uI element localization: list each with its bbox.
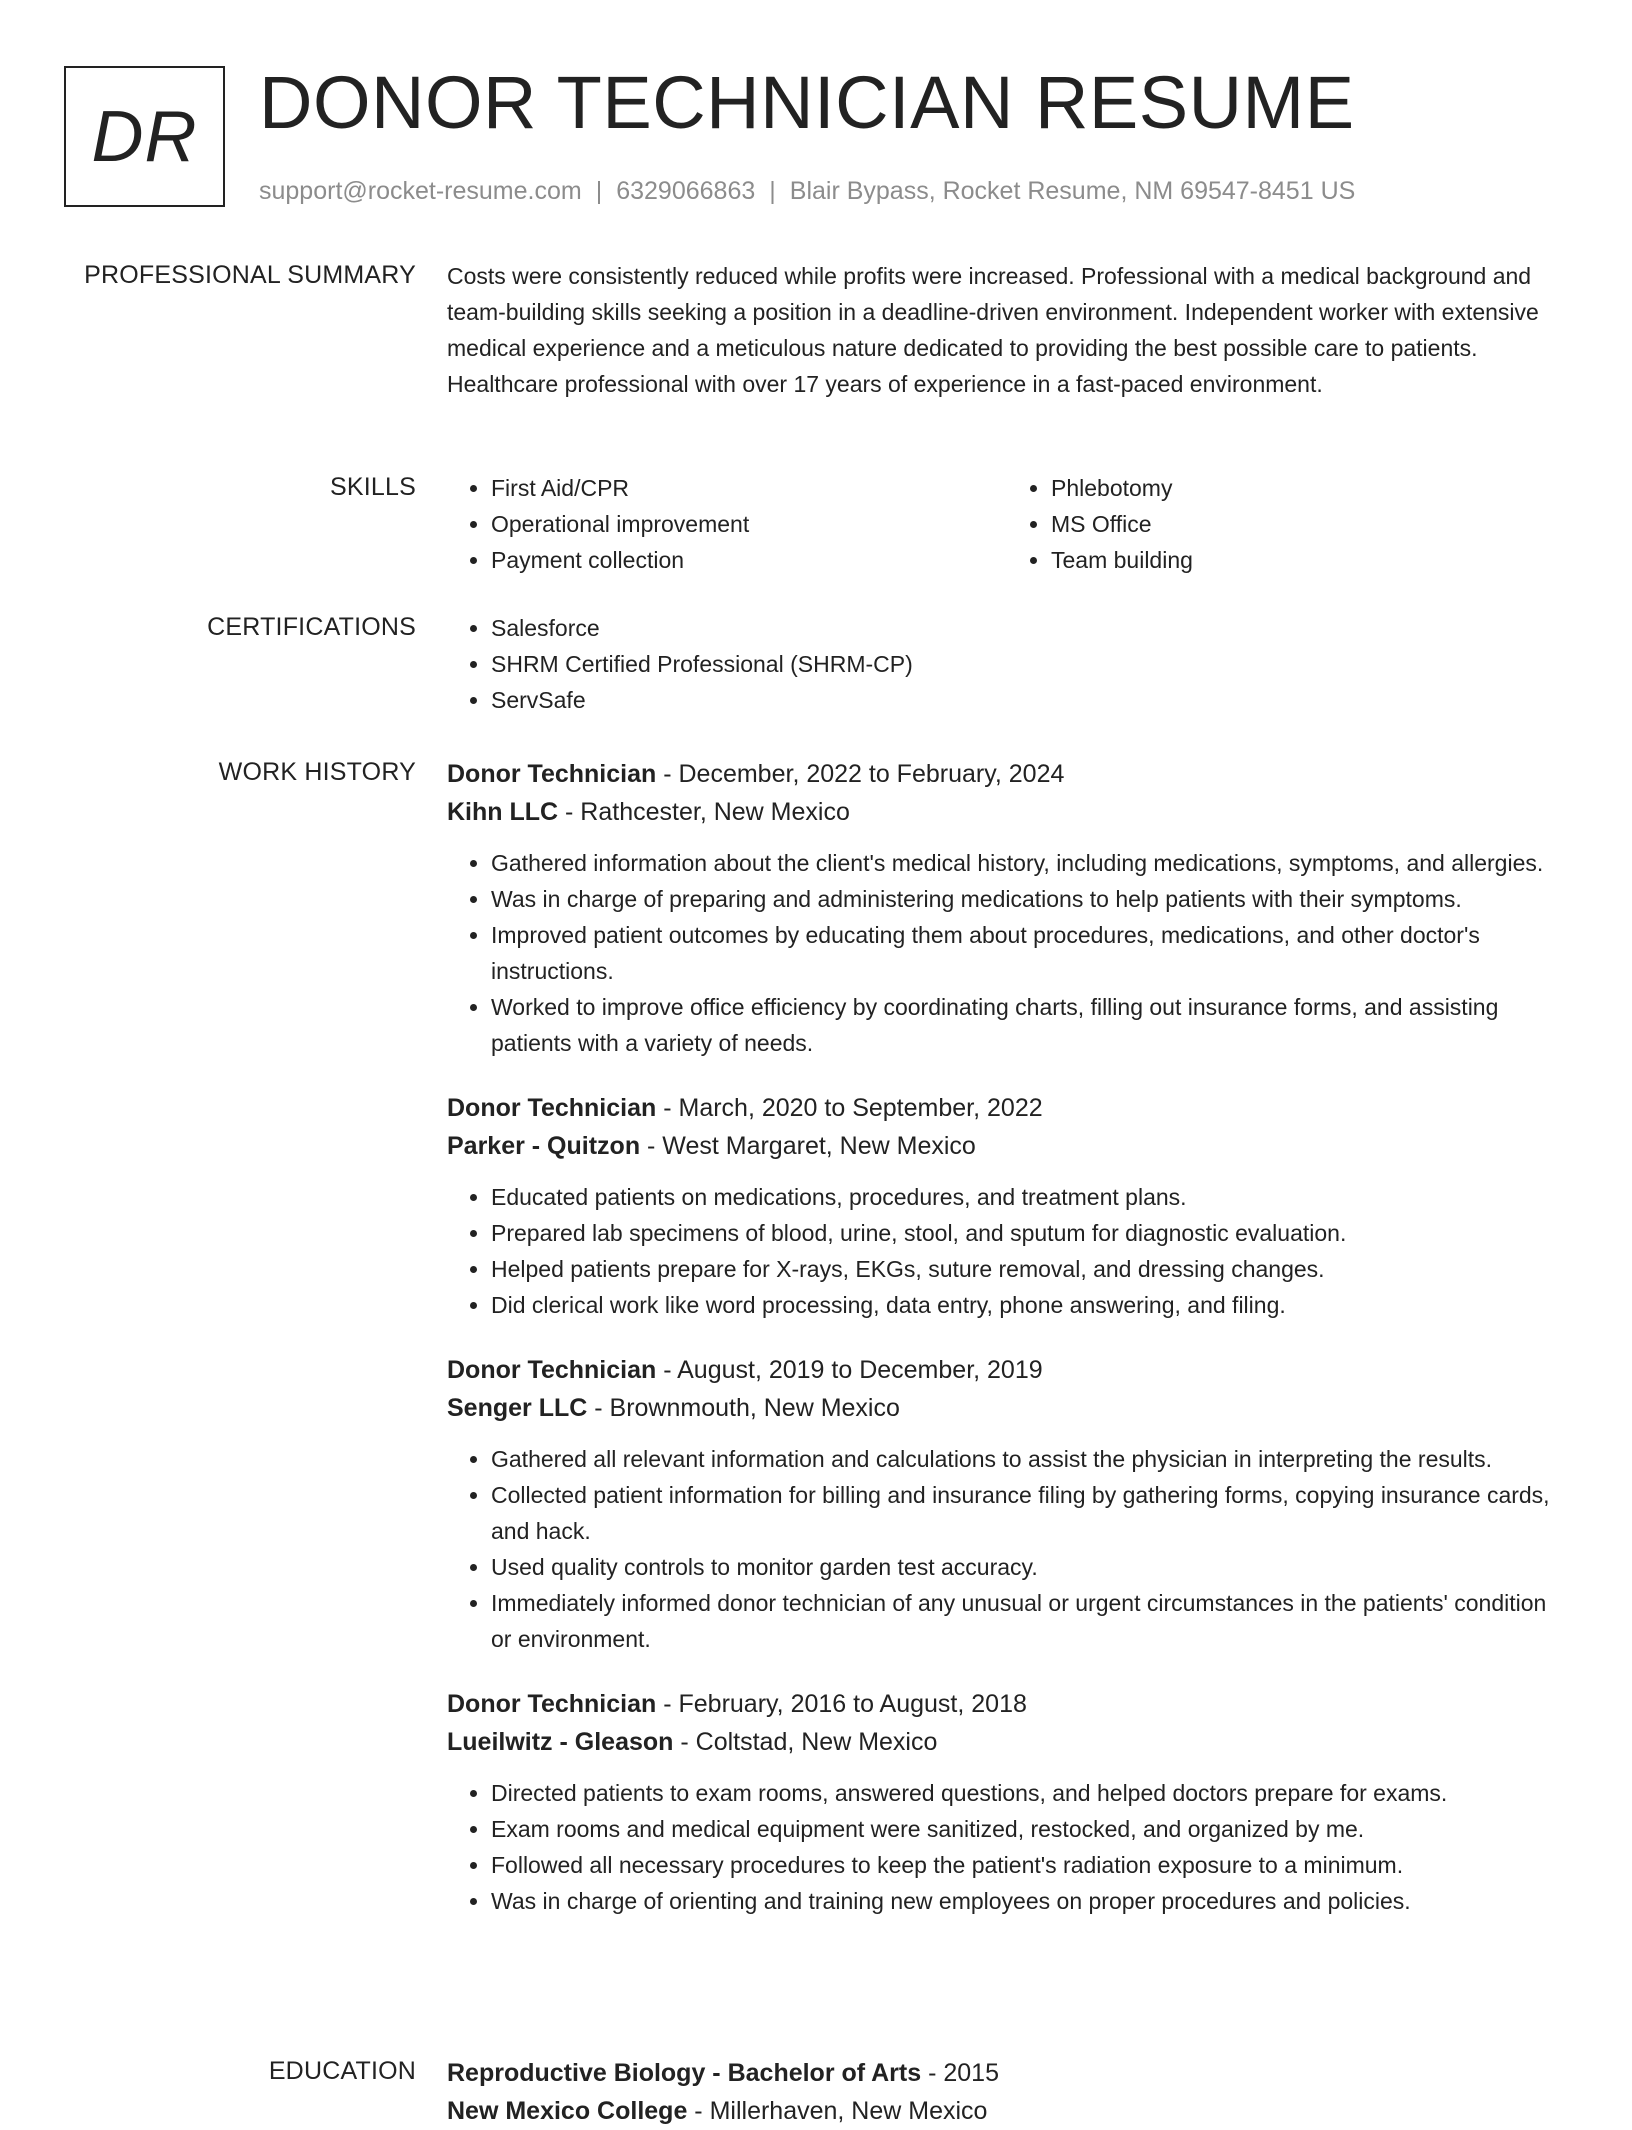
job-bullet: • Improved patient outcomes by educating them about procedures, medications, and other doctor's instructions. [491, 917, 1567, 989]
job-location: - Brownmouth, New Mexico [587, 1394, 900, 1422]
education-label: EDUCATION [268, 2057, 416, 2085]
skill-item: • Operational improvement [491, 506, 1007, 542]
job-title: Donor Technician [447, 1356, 657, 1384]
job-location: - Coltstad, New Mexico [673, 1728, 938, 1756]
job-bullet: • Directed patients to exam rooms, answered questions, and helped doctors prepare for exams. [491, 1775, 1567, 1811]
job-bullet: • Was in charge of preparing and administering medications to help patients with their symptoms. [491, 881, 1567, 917]
certification-item: • Salesforce [491, 610, 1567, 646]
job-entry [447, 1089, 1567, 1323]
summary-text: Costs were consistently reduced while profits were increased. Professional with a medical background and team-building skills seeking a position in a deadline-driven environment. Independent worker with extensive medical experience and a meticulous nature dedicated to providing the best possible care to patients. Healthcare professional with over 17 years of experience in a fast-paced environment. [447, 263, 1539, 397]
job-title-line [447, 755, 1567, 793]
education-body [447, 2054, 1567, 2130]
education-location: - Millerhaven, New Mexico [687, 2097, 988, 2125]
contact-email[interactable]: support@rocket-resume.com [259, 177, 582, 205]
job-company: Lueilwitz - Gleason [447, 1728, 674, 1756]
job-bullet: • Worked to improve office efficiency by coordinating charts, filling out insurance forms, and assisting patients with a variety of needs. [491, 989, 1567, 1061]
education-school-line [447, 2092, 1567, 2130]
job-entry [447, 1685, 1567, 1919]
skill-item: • Payment collection [491, 542, 1007, 578]
job-title: Donor Technician [447, 1094, 657, 1122]
job-entry [447, 1351, 1567, 1657]
certification-item: • SHRM Certified Professional (SHRM-CP) [491, 646, 1567, 682]
skills-body [447, 470, 1567, 578]
job-company-line [447, 1389, 1567, 1427]
job-title-line [447, 1351, 1567, 1389]
job-bullet: • Followed all necessary procedures to keep the patient's radiation exposure to a minimum. [491, 1847, 1567, 1883]
job-bullet: • Exam rooms and medical equipment were sanitized, restocked, and organized by me. [491, 1811, 1567, 1847]
job-bullet: • Helped patients prepare for X-rays, EKGs, suture removal, and dressing changes. [491, 1251, 1567, 1287]
education-degree-line [447, 2054, 1567, 2092]
job-dates: - August, 2019 to December, 2019 [656, 1356, 1043, 1384]
job-company: Parker - Quitzon [447, 1132, 641, 1160]
job-bullet: • Did clerical work like word processing, data entry, phone answering, and filing. [491, 1287, 1567, 1323]
job-company-line [447, 793, 1567, 831]
contact-line [259, 174, 1355, 208]
job-title-line [447, 1685, 1567, 1723]
job-title: Donor Technician [447, 760, 657, 788]
certification-item: • ServSafe [491, 682, 1567, 718]
job-bullet: • Gathered all relevant information and calculations to assist the physician in interpreting the results. [491, 1441, 1567, 1477]
work-history-body [447, 755, 1567, 1947]
job-entry [447, 755, 1567, 1061]
skills-label: SKILLS [330, 473, 416, 501]
skill-item: • MS Office [1051, 506, 1567, 542]
contact-phone[interactable]: 6329066863 [616, 177, 756, 205]
job-title-line [447, 1089, 1567, 1127]
certifications-label: CERTIFICATIONS [207, 613, 416, 641]
job-location: - Rathcester, New Mexico [558, 798, 850, 826]
skill-item: • First Aid/CPR [491, 470, 1007, 506]
certifications-list [447, 610, 1567, 718]
job-title: Donor Technician [447, 1690, 657, 1718]
job-bullet: • Immediately informed donor technician of any unusual or urgent circumstances in the patients' condition or environment. [491, 1585, 1567, 1657]
job-company-line [447, 1723, 1567, 1761]
education-degree: Reproductive Biology - Bachelor of Arts [447, 2059, 922, 2087]
job-dates: - March, 2020 to September, 2022 [656, 1094, 1043, 1122]
skills-columns [447, 470, 1567, 578]
job-bullet: • Gathered information about the client's medical history, including medications, symptoms, and allergies. [491, 845, 1567, 881]
job-bullet: • Educated patients on medications, procedures, and treatment plans. [491, 1179, 1567, 1215]
skills-list-left [447, 470, 1007, 578]
job-bullet: • Prepared lab specimens of blood, urine, stool, and sputum for diagnostic evaluation. [491, 1215, 1567, 1251]
resume-header [0, 0, 1632, 240]
summary-label: PROFESSIONAL SUMMARY [84, 261, 416, 289]
contact-separator: | [769, 177, 776, 205]
skills-list-right [1007, 470, 1567, 578]
contact-separator: | [595, 177, 603, 205]
job-dates: - December, 2022 to February, 2024 [656, 760, 1065, 788]
job-bullet: • Used quality controls to monitor garden test accuracy. [491, 1549, 1567, 1585]
monogram-box: DR [64, 66, 225, 207]
skill-item: • Team building [1051, 542, 1567, 578]
education-school: New Mexico College [447, 2097, 688, 2125]
skill-item: • Phlebotomy [1051, 470, 1567, 506]
certifications-body [447, 610, 1567, 718]
page-title: DONOR TECHNICIAN RESUME [259, 61, 1355, 144]
job-company: Senger LLC [447, 1394, 588, 1422]
job-company: Kihn LLC [447, 798, 559, 826]
job-bullet: • Was in charge of orienting and training new employees on proper procedures and policies. [491, 1883, 1567, 1919]
job-bullets [447, 1179, 1567, 1323]
job-dates: - February, 2016 to August, 2018 [656, 1690, 1027, 1718]
job-company-line [447, 1127, 1567, 1165]
job-location: - West Margaret, New Mexico [640, 1132, 976, 1160]
job-bullets [447, 845, 1567, 1061]
education-year: - 2015 [921, 2059, 999, 2087]
job-bullet: • Collected patient information for billing and insurance filing by gathering forms, copying insurance cards, and hack. [491, 1477, 1567, 1549]
job-bullets [447, 1775, 1567, 1919]
job-bullets [447, 1441, 1567, 1657]
work-history-label: WORK HISTORY [218, 758, 416, 786]
contact-address: Blair Bypass, Rocket Resume, NM 69547-8451 US [789, 177, 1356, 205]
summary-body [447, 258, 1567, 402]
